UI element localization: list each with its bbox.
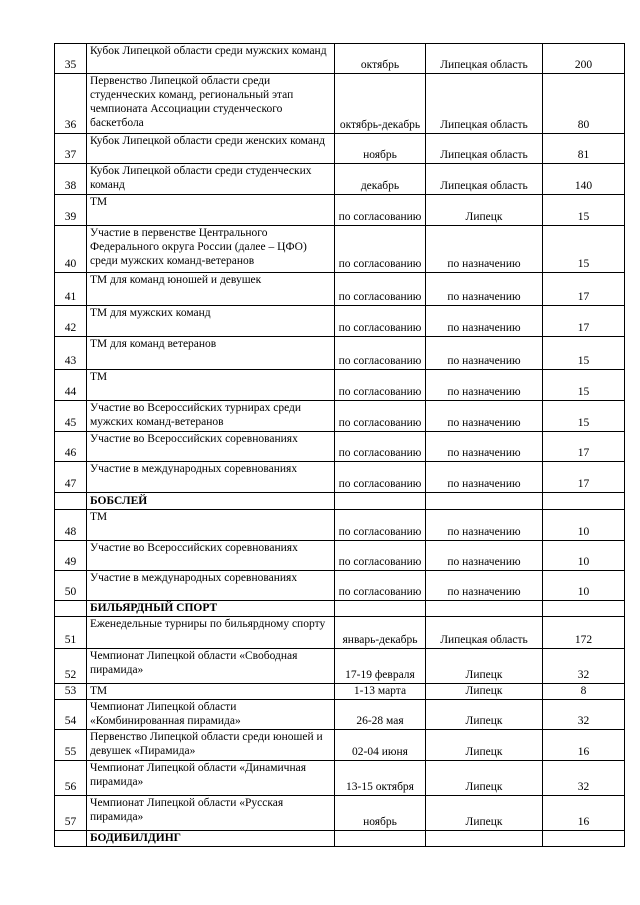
event-place-cell: по назначению bbox=[426, 432, 543, 462]
event-place-cell: Липецкая область bbox=[426, 74, 543, 134]
participants-count-cell: 15 bbox=[543, 370, 625, 401]
participants-count-cell: 32 bbox=[543, 761, 625, 796]
event-place-cell bbox=[426, 493, 543, 510]
participants-count-cell: 8 bbox=[543, 684, 625, 700]
event-name-cell: ТМ для команд юношей и девушек bbox=[87, 273, 335, 306]
event-date-cell: по согласованию bbox=[335, 401, 426, 432]
table-row bbox=[55, 370, 625, 401]
table-row bbox=[55, 226, 625, 273]
table-row bbox=[55, 730, 625, 761]
event-date-cell: 26-28 мая bbox=[335, 700, 426, 730]
section-header-row bbox=[55, 601, 625, 617]
event-place-cell bbox=[426, 601, 543, 617]
table-row bbox=[55, 432, 625, 462]
row-number-cell: 35 bbox=[55, 44, 87, 74]
event-name-cell: Первенство Липецкой области среди юношей и девушек «Пирамида» bbox=[87, 730, 335, 761]
event-place-cell: по назначению bbox=[426, 401, 543, 432]
event-date-cell: по согласованию bbox=[335, 370, 426, 401]
row-number-cell: 50 bbox=[55, 571, 87, 601]
section-title: БИЛЬЯРДНЫЙ СПОРТ bbox=[87, 601, 335, 617]
event-date-cell: декабрь bbox=[335, 164, 426, 195]
event-date-cell bbox=[335, 831, 426, 847]
participants-count-cell: 81 bbox=[543, 134, 625, 164]
event-name-cell: Участие во Всероссийских турнирах среди мужских команд-ветеранов bbox=[87, 401, 335, 432]
row-number-cell: 49 bbox=[55, 541, 87, 571]
row-number-cell bbox=[55, 493, 87, 510]
table-row bbox=[55, 306, 625, 337]
participants-count-cell: 172 bbox=[543, 617, 625, 649]
participants-count-cell: 200 bbox=[543, 44, 625, 74]
section-title: БОДИБИЛДИНГ bbox=[87, 831, 335, 847]
table-row bbox=[55, 134, 625, 164]
participants-count-cell: 15 bbox=[543, 226, 625, 273]
participants-count-cell: 32 bbox=[543, 700, 625, 730]
event-name-cell: Первенство Липецкой области среди студенческих команд, региональный этап чемпионата Ассоциации студенческого баскетбола bbox=[87, 74, 335, 134]
event-date-cell: ноябрь bbox=[335, 796, 426, 831]
event-place-cell: по назначению bbox=[426, 306, 543, 337]
event-name-cell: Участие в первенстве Центрального Федерального округа России (далее – ЦФО) среди мужских команд-ветеранов bbox=[87, 226, 335, 273]
row-number-cell: 41 bbox=[55, 273, 87, 306]
event-name-cell: Участие во Всероссийских соревнованиях bbox=[87, 541, 335, 571]
event-name-cell: Чемпионат Липецкой области «Комбинированная пирамида» bbox=[87, 700, 335, 730]
participants-count-cell: 10 bbox=[543, 510, 625, 541]
event-place-cell: по назначению bbox=[426, 337, 543, 370]
participants-count-cell: 10 bbox=[543, 541, 625, 571]
event-place-cell: Липецкая область bbox=[426, 617, 543, 649]
participants-count-cell: 10 bbox=[543, 571, 625, 601]
table-row bbox=[55, 684, 625, 700]
event-name-cell: Кубок Липецкой области среди женских команд bbox=[87, 134, 335, 164]
event-date-cell: по согласованию bbox=[335, 571, 426, 601]
event-name-cell: Кубок Липецкой области среди студенческих команд bbox=[87, 164, 335, 195]
participants-count-cell: 17 bbox=[543, 273, 625, 306]
row-number-cell: 44 bbox=[55, 370, 87, 401]
row-number-cell: 48 bbox=[55, 510, 87, 541]
table-row bbox=[55, 273, 625, 306]
table-row bbox=[55, 401, 625, 432]
row-number-cell: 52 bbox=[55, 649, 87, 684]
row-number-cell: 46 bbox=[55, 432, 87, 462]
event-place-cell: Липецк bbox=[426, 761, 543, 796]
table-row bbox=[55, 541, 625, 571]
event-name-cell: Кубок Липецкой области среди мужских команд bbox=[87, 44, 335, 74]
table-row bbox=[55, 700, 625, 730]
event-date-cell: январь-декабрь bbox=[335, 617, 426, 649]
events-table bbox=[54, 43, 625, 847]
row-number-cell: 47 bbox=[55, 462, 87, 493]
participants-count-cell: 140 bbox=[543, 164, 625, 195]
event-name-cell: Чемпионат Липецкой области «Динамичная пирамида» bbox=[87, 761, 335, 796]
event-date-cell: 1-13 марта bbox=[335, 684, 426, 700]
event-place-cell: Липецкая область bbox=[426, 44, 543, 74]
event-date-cell: октябрь bbox=[335, 44, 426, 74]
event-place-cell: по назначению bbox=[426, 510, 543, 541]
table-row bbox=[55, 44, 625, 74]
event-name-cell: ТМ bbox=[87, 684, 335, 700]
participants-count-cell bbox=[543, 601, 625, 617]
row-number-cell: 42 bbox=[55, 306, 87, 337]
row-number-cell: 55 bbox=[55, 730, 87, 761]
event-date-cell: по согласованию bbox=[335, 195, 426, 226]
events-table-body bbox=[55, 44, 625, 847]
event-date-cell: по согласованию bbox=[335, 541, 426, 571]
participants-count-cell: 17 bbox=[543, 306, 625, 337]
event-name-cell: ТМ bbox=[87, 370, 335, 401]
row-number-cell: 37 bbox=[55, 134, 87, 164]
event-place-cell bbox=[426, 831, 543, 847]
participants-count-cell: 15 bbox=[543, 401, 625, 432]
participants-count-cell: 17 bbox=[543, 462, 625, 493]
participants-count-cell: 15 bbox=[543, 195, 625, 226]
table-row bbox=[55, 617, 625, 649]
row-number-cell bbox=[55, 601, 87, 617]
row-number-cell: 36 bbox=[55, 74, 87, 134]
event-date-cell bbox=[335, 493, 426, 510]
participants-count-cell: 16 bbox=[543, 796, 625, 831]
event-place-cell: Липецкая область bbox=[426, 134, 543, 164]
event-date-cell: по согласованию bbox=[335, 510, 426, 541]
table-row bbox=[55, 649, 625, 684]
event-place-cell: Липецк bbox=[426, 796, 543, 831]
table-row bbox=[55, 571, 625, 601]
table-row bbox=[55, 796, 625, 831]
row-number-cell: 39 bbox=[55, 195, 87, 226]
event-date-cell: по согласованию bbox=[335, 462, 426, 493]
event-place-cell: Липецк bbox=[426, 700, 543, 730]
event-date-cell: 02-04 июня bbox=[335, 730, 426, 761]
table-row bbox=[55, 74, 625, 134]
event-name-cell: Участие во Всероссийских соревнованиях bbox=[87, 432, 335, 462]
table-row bbox=[55, 195, 625, 226]
event-name-cell: ТМ для команд ветеранов bbox=[87, 337, 335, 370]
section-header-row bbox=[55, 493, 625, 510]
event-date-cell: по согласованию bbox=[335, 226, 426, 273]
event-place-cell: по назначению bbox=[426, 462, 543, 493]
table-row bbox=[55, 337, 625, 370]
participants-count-cell bbox=[543, 831, 625, 847]
event-name-cell: ТМ bbox=[87, 510, 335, 541]
event-date-cell: по согласованию bbox=[335, 337, 426, 370]
event-name-cell: ТМ bbox=[87, 195, 335, 226]
participants-count-cell: 32 bbox=[543, 649, 625, 684]
row-number-cell: 40 bbox=[55, 226, 87, 273]
event-name-cell: Участие в международных соревнованиях bbox=[87, 571, 335, 601]
participants-count-cell: 80 bbox=[543, 74, 625, 134]
table-row bbox=[55, 462, 625, 493]
row-number-cell: 53 bbox=[55, 684, 87, 700]
event-name-cell: Чемпионат Липецкой области «Свободная пирамида» bbox=[87, 649, 335, 684]
section-header-row bbox=[55, 831, 625, 847]
row-number-cell: 43 bbox=[55, 337, 87, 370]
event-date-cell: по согласованию bbox=[335, 273, 426, 306]
row-number-cell: 51 bbox=[55, 617, 87, 649]
event-place-cell: по назначению bbox=[426, 571, 543, 601]
row-number-cell: 45 bbox=[55, 401, 87, 432]
table-row bbox=[55, 761, 625, 796]
participants-count-cell: 17 bbox=[543, 432, 625, 462]
row-number-cell: 57 bbox=[55, 796, 87, 831]
table-row bbox=[55, 164, 625, 195]
event-date-cell: октябрь-декабрь bbox=[335, 74, 426, 134]
participants-count-cell: 16 bbox=[543, 730, 625, 761]
event-name-cell: ТМ для мужских команд bbox=[87, 306, 335, 337]
event-place-cell: по назначению bbox=[426, 541, 543, 571]
section-title: БОБСЛЕЙ bbox=[87, 493, 335, 510]
event-date-cell: ноябрь bbox=[335, 134, 426, 164]
event-place-cell: Липецк bbox=[426, 649, 543, 684]
event-date-cell: 13-15 октября bbox=[335, 761, 426, 796]
event-name-cell: Чемпионат Липецкой области «Русская пирамида» bbox=[87, 796, 335, 831]
row-number-cell: 54 bbox=[55, 700, 87, 730]
event-name-cell: Участие в международных соревнованиях bbox=[87, 462, 335, 493]
event-date-cell bbox=[335, 601, 426, 617]
row-number-cell: 38 bbox=[55, 164, 87, 195]
event-date-cell: по согласованию bbox=[335, 432, 426, 462]
row-number-cell bbox=[55, 831, 87, 847]
participants-count-cell: 15 bbox=[543, 337, 625, 370]
event-place-cell: по назначению bbox=[426, 273, 543, 306]
event-place-cell: по назначению bbox=[426, 226, 543, 273]
event-place-cell: Липецк bbox=[426, 195, 543, 226]
event-place-cell: Липецкая область bbox=[426, 164, 543, 195]
event-place-cell: Липецк bbox=[426, 684, 543, 700]
event-place-cell: Липецк bbox=[426, 730, 543, 761]
event-date-cell: 17-19 февраля bbox=[335, 649, 426, 684]
event-date-cell: по согласованию bbox=[335, 306, 426, 337]
participants-count-cell bbox=[543, 493, 625, 510]
table-row bbox=[55, 510, 625, 541]
row-number-cell: 56 bbox=[55, 761, 87, 796]
event-place-cell: по назначению bbox=[426, 370, 543, 401]
event-name-cell: Еженедельные турниры по бильярдному спорту bbox=[87, 617, 335, 649]
